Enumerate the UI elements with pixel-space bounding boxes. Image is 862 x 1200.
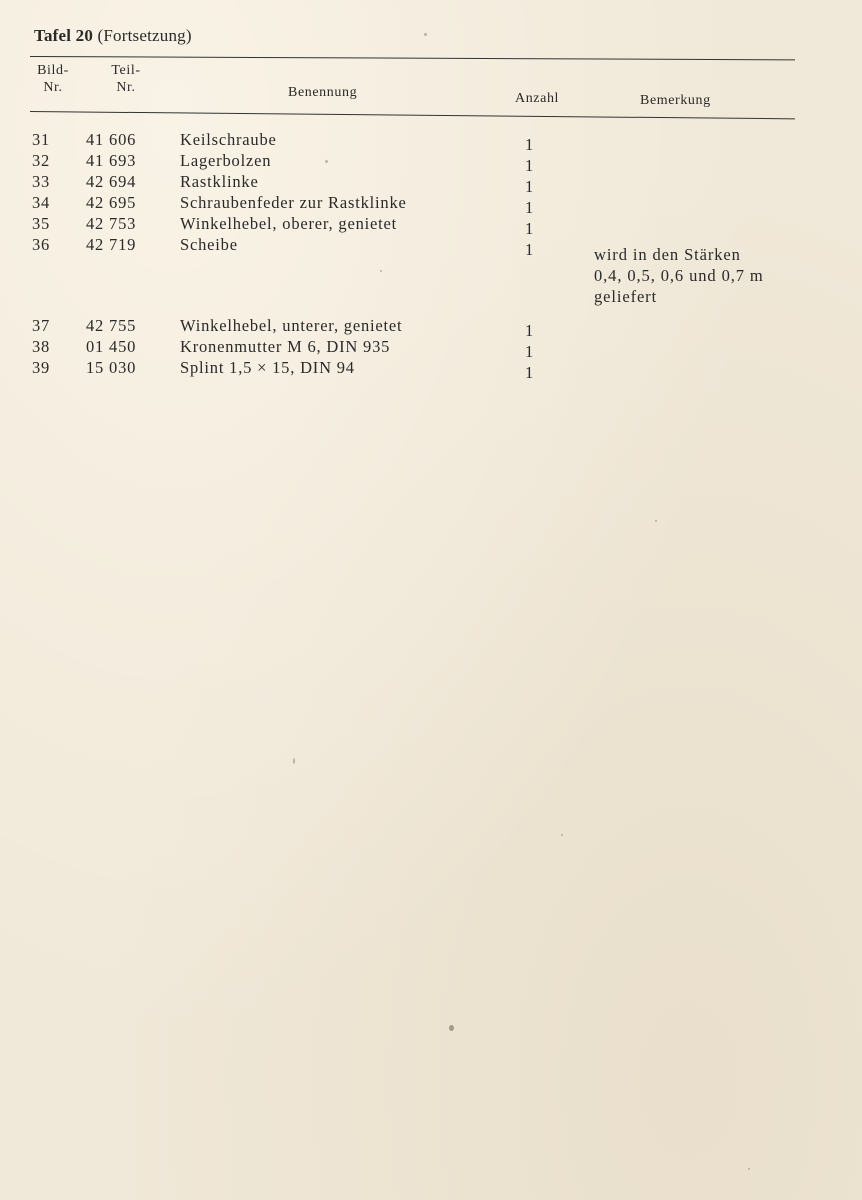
remark-row-36: wird in den Stärken 0,4, 0,5, 0,6 und 0,7 m geliefert <box>594 245 764 306</box>
paper-speck <box>561 834 563 836</box>
header-anzahl: Anzahl <box>515 91 560 106</box>
benennung: Rastklinke <box>180 172 259 191</box>
benennung: Lagerbolzen <box>180 151 272 170</box>
bild-nr: 37 <box>32 316 51 335</box>
benennung: Keilschraube <box>180 130 277 149</box>
bild-nr: 38 <box>32 337 51 356</box>
title-continuation: (Fortsetzung) <box>97 26 192 45</box>
bild-nr: 35 <box>32 214 51 233</box>
paper-speck <box>424 33 427 36</box>
anzahl: 1 <box>525 156 535 175</box>
paper-speck <box>748 1168 750 1170</box>
paper-speck <box>380 270 382 272</box>
header-benennung: Benennung <box>288 85 358 100</box>
header-bottom-rule <box>30 111 795 119</box>
table-row <box>0 151 862 175</box>
paper-speck <box>325 160 328 163</box>
table-row <box>0 130 862 154</box>
table-row <box>0 358 862 382</box>
table-row <box>0 337 862 361</box>
teil-nr: 42 695 <box>86 193 137 212</box>
benennung: Scheibe <box>180 235 238 254</box>
anzahl: 1 <box>525 240 535 259</box>
teil-nr: 42 719 <box>86 235 137 254</box>
bild-nr: 33 <box>32 172 51 191</box>
anzahl: 1 <box>525 177 535 196</box>
bild-nr: 31 <box>32 130 51 149</box>
anzahl: 1 <box>525 198 535 217</box>
bild-nr: 36 <box>32 235 51 254</box>
header-teil-nr: Teil- Nr. <box>111 63 141 95</box>
benennung: Winkelhebel, unterer, genietet <box>180 316 403 335</box>
teil-nr: 15 030 <box>86 358 137 377</box>
anzahl: 1 <box>525 135 535 154</box>
benennung: Schraubenfeder zur Rastklinke <box>180 193 407 212</box>
header-bild-nr: Bild- Nr. <box>37 63 69 95</box>
teil-nr: 41 693 <box>86 151 137 170</box>
anzahl: 1 <box>525 342 535 361</box>
teil-nr: 41 606 <box>86 130 137 149</box>
anzahl: 1 <box>525 363 535 382</box>
header-top-rule <box>30 56 795 60</box>
bild-nr: 39 <box>32 358 51 377</box>
paper-speck <box>655 520 657 522</box>
benennung: Kronenmutter M 6, DIN 935 <box>180 337 391 356</box>
header-bemerkung: Bemerkung <box>640 93 711 108</box>
table-row <box>0 193 862 217</box>
teil-nr: 01 450 <box>86 337 137 356</box>
table-row <box>0 214 862 238</box>
teil-nr: 42 694 <box>86 172 137 191</box>
table-number: Tafel 20 <box>34 26 94 45</box>
teil-nr: 42 755 <box>86 316 137 335</box>
bild-nr: 34 <box>32 193 51 212</box>
table-row <box>0 172 862 196</box>
page-title <box>34 26 192 46</box>
paper-speck <box>449 1025 454 1031</box>
bild-nr: 32 <box>32 151 51 170</box>
paper-speck <box>293 758 295 764</box>
anzahl: 1 <box>525 219 535 238</box>
benennung: Winkelhebel, oberer, genietet <box>180 214 398 233</box>
anzahl: 1 <box>525 321 535 340</box>
benennung: Splint 1,5 × 15, DIN 94 <box>180 358 355 377</box>
table-row <box>0 316 862 340</box>
teil-nr: 42 753 <box>86 214 137 233</box>
